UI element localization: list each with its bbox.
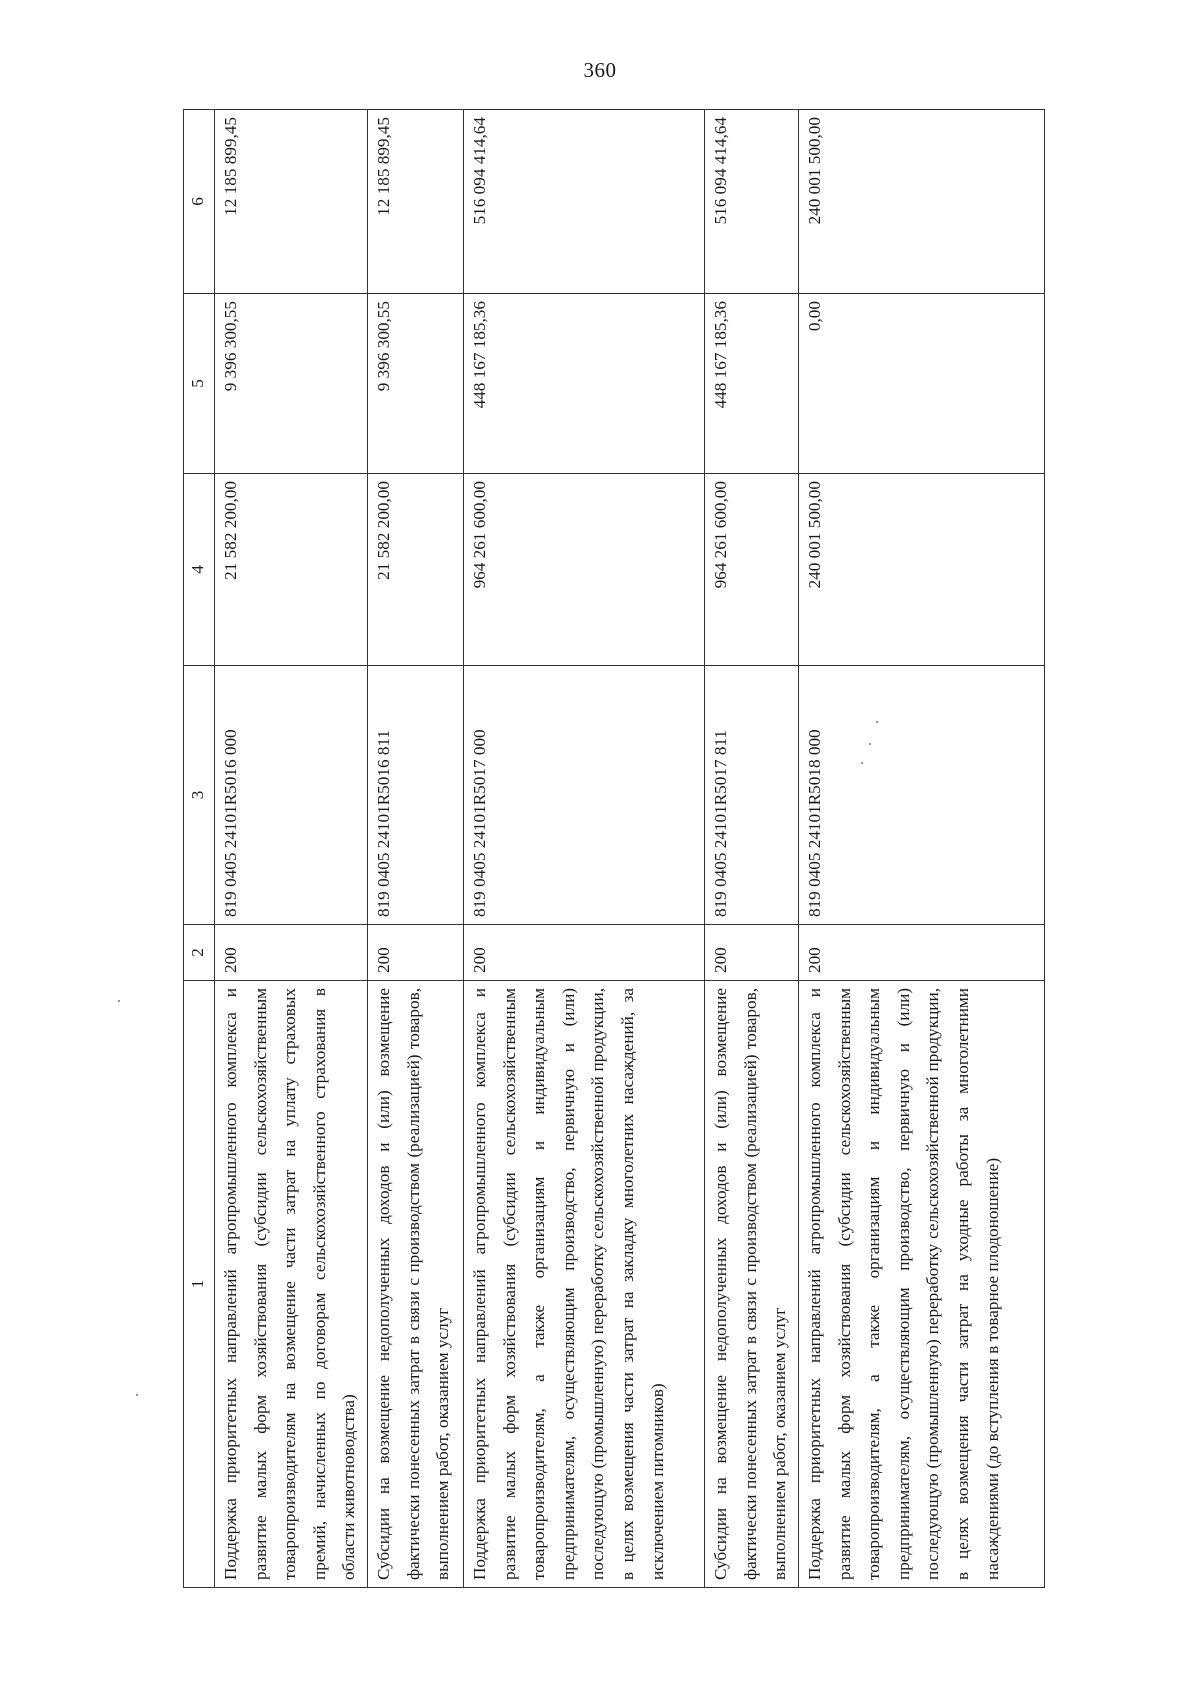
row-value-col6: 516 094 414,64 — [464, 110, 705, 294]
scan-speck — [876, 721, 878, 723]
page-number: 360 — [583, 58, 617, 82]
column-header: 2 — [184, 925, 215, 981]
row-budget-code: 819 0405 24101R5016 811 — [368, 666, 464, 925]
row-budget-code: 819 0405 24101R5017 811 — [705, 666, 799, 925]
scan-speck — [118, 1000, 120, 1002]
row-description: Поддержка приоритетных направлений агропромышленного комплекса и развитие малых форм хозяйствования (субсидии сельскохозяйственным товаропроизводителям на возмещение части затрат на уплату страховых премий, начисленных по договорам сельскохозяйственного страхования в области животноводства) — [215, 981, 368, 1588]
row-budget-code: 819 0405 24101R5016 000 — [215, 666, 368, 925]
row-description: Субсидии на возмещение недополученных доходов и (или) возмещение фактически понесенных затрат в связи с производством (реализацией) товаров, выполнением работ, оказанием услуг — [368, 981, 464, 1588]
table-header-row — [184, 110, 215, 1588]
column-header: 4 — [184, 474, 215, 666]
row-value-col4: 240 001 500,00 — [799, 474, 1045, 666]
row-group-code: 200 — [464, 925, 705, 981]
row-description: Поддержка приоритетных направлений агропромышленного комплекса и развитие малых форм хозяйствования (субсидии сельскохозяйственным товаропроизводителям, а также организациям и индивидуальным предпринимателям, осуществляющим производство, первичную и (или) последующую (промышленную) переработку сельскохозяйственной продукции, в целях возмещения части затрат на уходные работы за многолетними насаждениями (до вступления в товарное плодоношение) — [799, 981, 1045, 1588]
column-header: 5 — [184, 294, 215, 474]
row-value-col4: 21 582 200,00 — [368, 474, 464, 666]
row-group-code: 200 — [705, 925, 799, 981]
column-header: 3 — [184, 666, 215, 925]
row-group-code: 200 — [368, 925, 464, 981]
row-value-col6: 516 094 414,64 — [705, 110, 799, 294]
table-row — [464, 110, 705, 1588]
row-value-col5: 9 396 300,55 — [368, 294, 464, 474]
column-header: 1 — [184, 981, 215, 1588]
row-value-col4: 21 582 200,00 — [215, 474, 368, 666]
row-value-col5: 448 167 185,36 — [464, 294, 705, 474]
scan-speck — [861, 762, 863, 764]
rotated-table-container — [183, 110, 1043, 1588]
row-description: Субсидии на возмещение недополученных доходов и (или) возмещение фактически понесенных затрат в связи с производством (реализацией) товаров, выполнением работ, оказанием услуг — [705, 981, 799, 1588]
row-value-col4: 964 261 600,00 — [705, 474, 799, 666]
row-value-col5: 9 396 300,55 — [215, 294, 368, 474]
row-value-col5: 448 167 185,36 — [705, 294, 799, 474]
row-budget-code: 819 0405 24101R5017 000 — [464, 666, 705, 925]
column-header: 6 — [184, 110, 215, 294]
row-value-col5: 0,00 — [799, 294, 1045, 474]
table-row — [368, 110, 464, 1588]
scan-speck — [136, 1394, 138, 1396]
table-row — [799, 110, 1045, 1588]
row-group-code: 200 — [799, 925, 1045, 981]
table-row — [215, 110, 368, 1588]
budget-table — [183, 109, 1045, 1588]
row-group-code: 200 — [215, 925, 368, 981]
row-value-col4: 964 261 600,00 — [464, 474, 705, 666]
row-value-col6: 240 001 500,00 — [799, 110, 1045, 294]
row-value-col6: 12 185 899,45 — [368, 110, 464, 294]
row-budget-code: 819 0405 24101R5018 000 — [799, 666, 1045, 925]
row-value-col6: 12 185 899,45 — [215, 110, 368, 294]
scan-speck — [869, 743, 871, 745]
table-row — [705, 110, 799, 1588]
row-description: Поддержка приоритетных направлений агропромышленного комплекса и развитие малых форм хозяйствования (субсидии сельскохозяйственным товаропроизводителям, а также организациям и индивидуальным предпринимателям, осуществляющим производство, первичную и (или) последующую (промышленную) переработку сельскохозяйственной продукции, в целях возмещения части затрат на закладку многолетних насаждений, за исключением питомников) — [464, 981, 705, 1588]
